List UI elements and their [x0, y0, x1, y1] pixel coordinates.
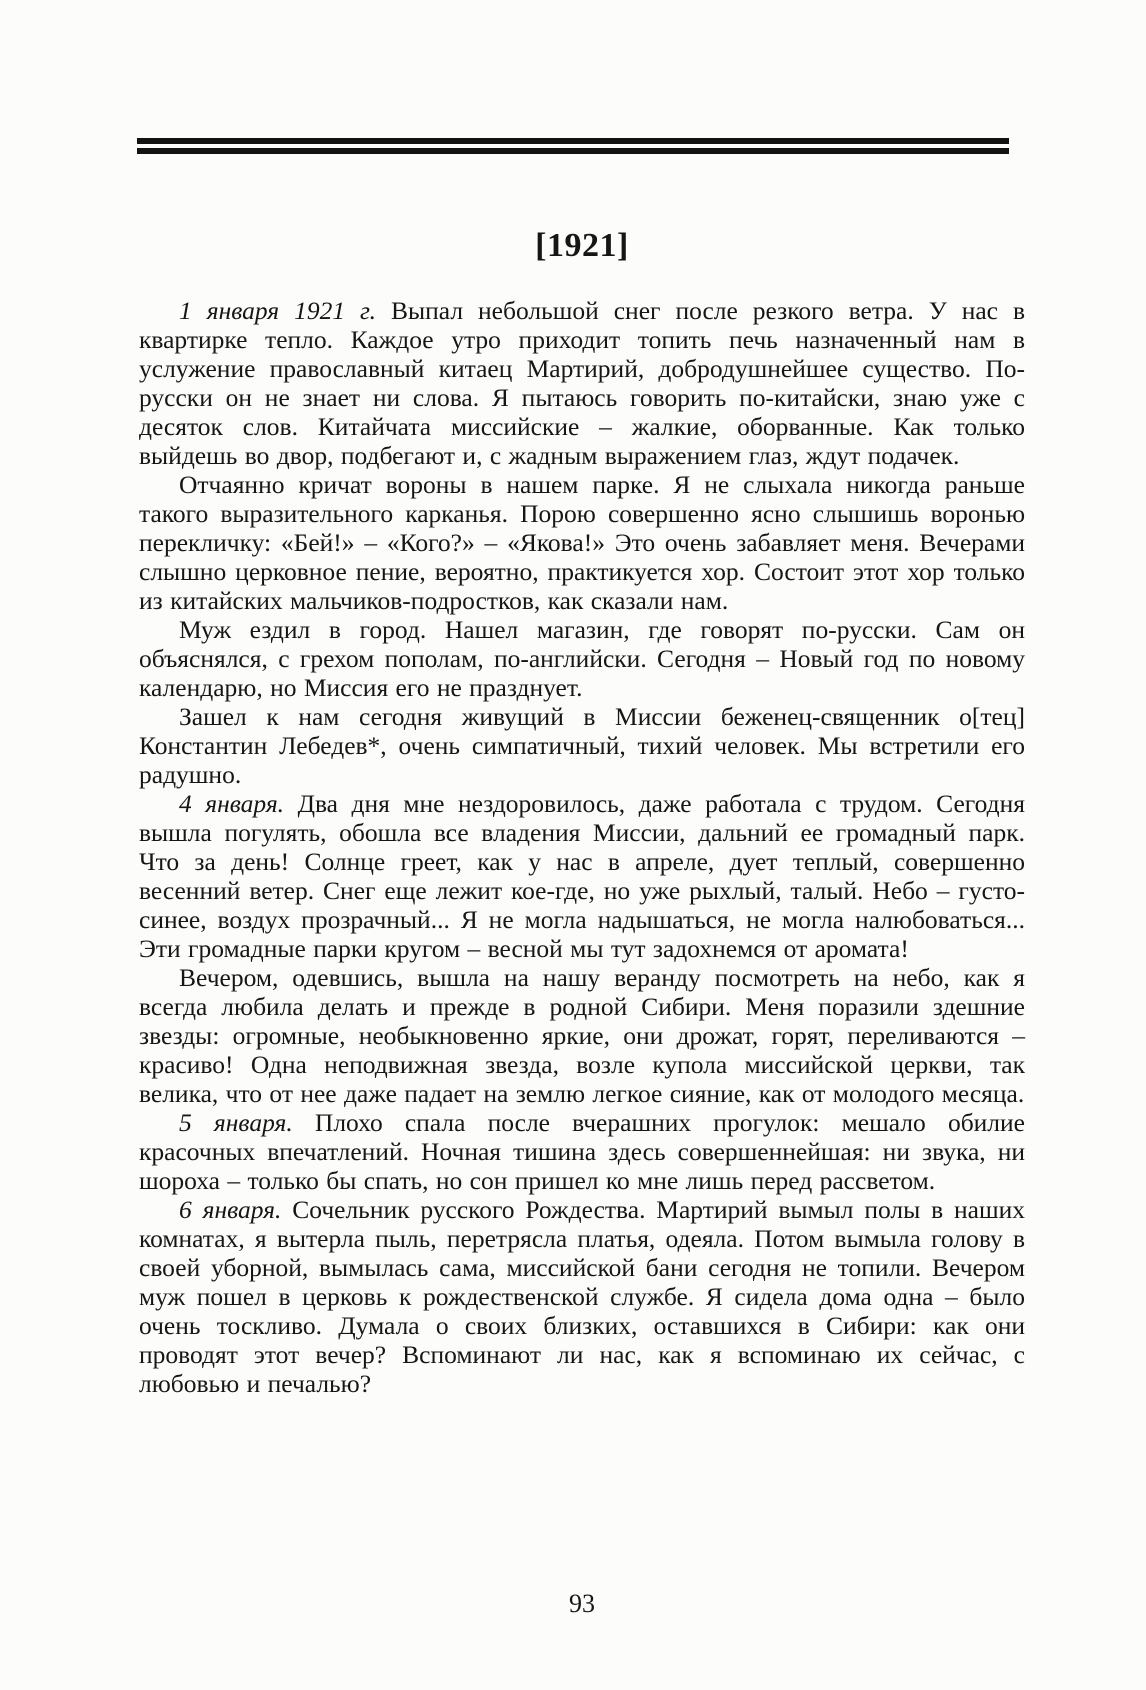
diary-date-lead: 6 января. [179, 1195, 293, 1224]
diary-paragraph [139, 1195, 1025, 1398]
diary-paragraph [139, 296, 1025, 470]
paragraph-text: Зашел к нам сегодня живущий в Миссии беженец-священник о[тец] Константин Лебедев*, очень симпатичный, тихий человек. Мы встретили его радушно. [139, 702, 1025, 789]
diary-date-lead: 4 января. [179, 789, 298, 818]
paragraph-text: Плохо спала после вчерашних прогулок: мешало обилие красочных впечатлений. Ночная тишина здесь совершеннейшая: ни звука, ни шороха – только бы спать, но сон пришел ко мне лишь перед рассветом. [139, 1108, 1025, 1195]
paragraph-text: Муж ездил в город. Нашел магазин, где говорят по-русски. Сам он объяснялся, с грехом пополам, по-английски. Сегодня – Новый год по новому календарю, но Миссия его не празднует. [139, 615, 1025, 702]
header-double-rule [137, 138, 1009, 154]
paragraph-text: Отчаянно кричат вороны в нашем парке. Я не слыхала никогда раньше такого выразительного карканья. Порою совершенно ясно слышишь воронью перекличку: «Бей!» – «Кого?» – «Якова!» Это очень забавляет меня. Вечерами слышно церковное пение, вероятно, практикуется хор. Состоит этот хор только из китайских мальчиков-подростков, как сказали нам. [139, 470, 1025, 615]
diary-paragraph [139, 1108, 1025, 1195]
paragraph-text: Выпал небольшой снег после резкого ветра. У нас в квартирке тепло. Каждое утро приходит топить печь назначенный нам в услужение православный китаец Мартирий, добродушнейшее существо. По-русски он не знает ни слова. Я пытаюсь говорить по-китайски, знаю уже с десяток слов. Китайчата миссийские – жалкие, оборванные. Как только выйдешь во двор, подбегают и, с жадным выражением глаз, ждут подачек. [139, 296, 1025, 470]
diary-paragraph [139, 963, 1025, 1108]
paragraph-text: Вечером, одевшись, вышла на нашу веранду посмотреть на небо, как я всегда любила делать и прежде в родной Сибири. Меня поразили здешние звезды: огромные, необыкновенно яркие, они дрожат, горят, переливаются – красиво! Одна неподвижная звезда, возле купола миссийской церкви, так велика, что от нее даже падает на землю легкое сияние, как от молодого месяца. [139, 963, 1025, 1108]
page-number: 93 [569, 1589, 595, 1618]
paragraph-text: Сочельник русского Рождества. Мартирий вымыл полы в наших комнатах, я вытерла пыль, перетрясла платья, одеяла. Потом вымыла голову в своей уборной, вымылась сама, миссийской бани сегодня не топили. Вечером муж пошел в церковь к рождественской службе. Я сидела дома одна – было очень тоскливо. Думала о своих близких, оставшихся в Сибири: как они проводят этот вечер? Вспоминают ли нас, как я вспоминаю их сейчас, с любовью и печалью? [139, 1195, 1025, 1398]
chapter-year-heading: [1921] [535, 227, 629, 264]
diary-paragraph [139, 789, 1025, 963]
diary-text-block [139, 296, 1025, 1398]
diary-date-lead: 1 января 1921 г. [179, 296, 392, 325]
diary-date-lead: 5 января. [179, 1108, 315, 1137]
diary-paragraph [139, 702, 1025, 789]
paragraph-text: Два дня мне нездоровилось, даже работала с трудом. Сегодня вышла погулять, обошла все владения Миссии, дальний ее громадный парк. Что за день! Солнце греет, как у нас в апреле, дует теплый, совершенно весенний ветер. Снег еще лежит кое-где, но уже рыхлый, талый. Небо – густо-синее, воздух прозрачный... Я не могла надышаться, не могла налюбоваться... Эти громадные парки кругом – весной мы тут задохнемся от аромата! [139, 789, 1025, 963]
diary-paragraph [139, 470, 1025, 615]
diary-paragraph [139, 615, 1025, 702]
